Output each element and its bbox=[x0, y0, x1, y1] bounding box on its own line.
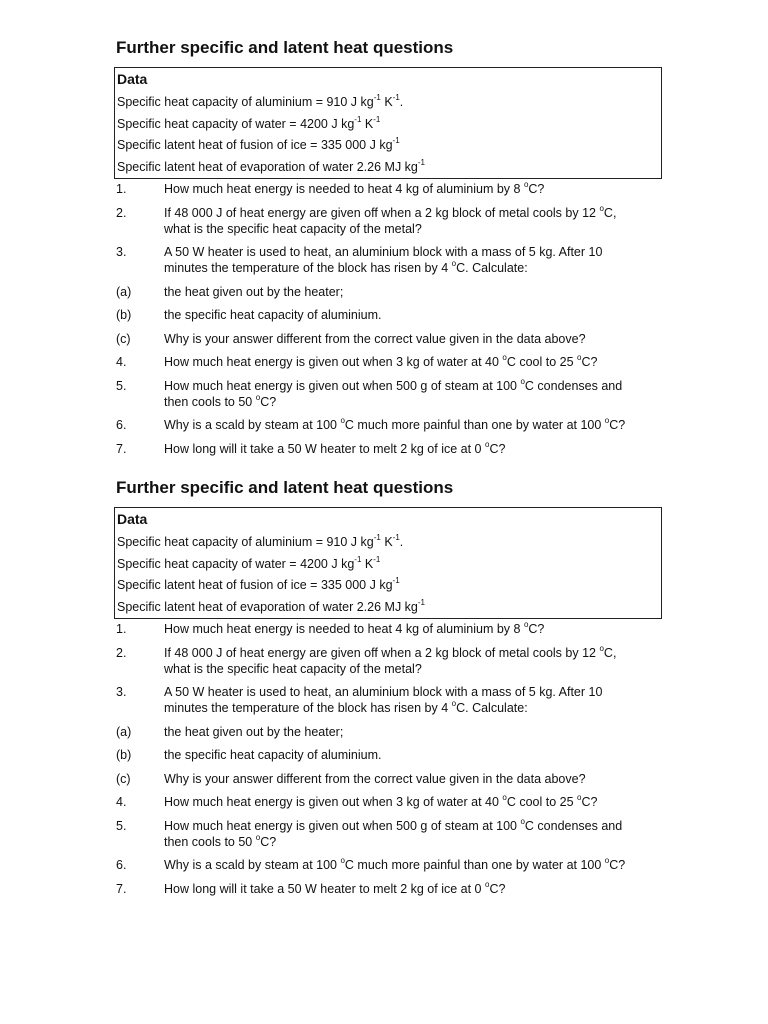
question-item bbox=[114, 724, 662, 740]
question-text: Why is your answer different from the correct value given in the data above? bbox=[164, 331, 586, 346]
question-number: (b) bbox=[116, 308, 132, 322]
question-number: 3. bbox=[116, 685, 127, 699]
question-text: How much heat energy is given out when 500 g of steam at 100 $^o$C condenses and then cools to 50 $^o$C? bbox=[164, 376, 623, 409]
question-text: A 50 W heater is used to heat, an aluminium block with a mass of 5 kg. After 10 minutes the temperature of the block has risen by 4 $^o$C. Calculate: bbox=[164, 245, 603, 275]
question-number: 2. bbox=[116, 645, 127, 660]
question-text: How much heat energy is needed to heat 4 kg of aluminium by 8 $^o$C? bbox=[164, 620, 545, 636]
data-line: Specific heat capacity of water = 4200 J $kg^{-1}$ $K^{-1}$ bbox=[117, 114, 381, 131]
question-item bbox=[114, 331, 662, 347]
question-item bbox=[114, 244, 662, 276]
question-number: (c) bbox=[116, 331, 131, 346]
question-text: Why is your answer different from the correct value given in the data above? bbox=[164, 771, 586, 786]
question-number: 4. bbox=[116, 355, 127, 369]
question-item bbox=[114, 354, 662, 370]
data-box bbox=[114, 67, 662, 179]
question-item bbox=[114, 205, 662, 237]
question-number: 7. bbox=[116, 881, 127, 896]
question-text: the specific heat capacity of aluminium. bbox=[164, 748, 382, 762]
worksheet-title: Further specific and latent heat questions bbox=[116, 38, 454, 57]
question-item bbox=[114, 621, 662, 637]
data-line: Specific latent heat of fusion of ice = 335 000 J $kg^{-1}$ bbox=[117, 136, 400, 152]
question-item bbox=[114, 771, 662, 787]
data-line: Specific latent heat of fusion of ice = 335 000 J $kg^{-1}$ bbox=[117, 576, 400, 592]
question-text: How long will it take a 50 W heater to melt 2 kg of ice at 0 $^o$C? bbox=[164, 879, 506, 896]
data-line: Specific latent heat of evaporation of water 2.26 MJ $kg^{-1}$ bbox=[117, 597, 425, 614]
question-number: 7. bbox=[116, 441, 127, 456]
question-number: (a) bbox=[116, 284, 132, 299]
question-item bbox=[114, 881, 662, 897]
question-item bbox=[114, 747, 662, 763]
question-number: (c) bbox=[116, 771, 131, 786]
question-number: 5. bbox=[116, 378, 127, 393]
question-number: 6. bbox=[116, 858, 127, 872]
question-text: How much heat energy is given out when 500 g of steam at 100 $^o$C condenses and then cools to 50 $^o$C? bbox=[164, 816, 623, 849]
question-text: How much heat energy is given out when 3 kg of water at 40 $^o$C cool to 25 $^o$C? bbox=[164, 353, 598, 369]
question-text: the heat given out by the heater; bbox=[164, 284, 344, 299]
question-item bbox=[114, 378, 662, 410]
data-heading: Data bbox=[117, 511, 148, 527]
question-text: If 48 000 J of heat energy are given off when a 2 kg block of metal cools by 12 $^o$C, what is the specific heat capacity of the metal? bbox=[164, 203, 617, 236]
question-text: How much heat energy is needed to heat 4 kg of aluminium by 8 $^o$C? bbox=[164, 180, 545, 196]
question-text: If 48 000 J of heat energy are given off when a 2 kg block of metal cools by 12 $^o$C, what is the specific heat capacity of the metal? bbox=[164, 643, 617, 676]
question-text: Why is a scald by steam at 100 $^o$C much more painful than one by water at 100 $^o$C? bbox=[164, 856, 626, 872]
question-item bbox=[114, 417, 662, 433]
question-item bbox=[114, 181, 662, 197]
question-text: A 50 W heater is used to heat, an aluminium block with a mass of 5 kg. After 10 minutes the temperature of the block has risen by 4 $^o$C. Calculate: bbox=[164, 685, 603, 715]
question-item bbox=[114, 441, 662, 457]
question-item bbox=[114, 818, 662, 850]
question-text: the heat given out by the heater; bbox=[164, 724, 344, 739]
data-line: Specific heat capacity of aluminium = 910 J $kg^{-1}$ $K^{-1}$. bbox=[117, 93, 404, 109]
question-item bbox=[114, 645, 662, 677]
question-number: 1. bbox=[116, 182, 127, 196]
data-line: Specific latent heat of evaporation of water 2.26 MJ $kg^{-1}$ bbox=[117, 157, 425, 174]
data-line: Specific heat capacity of aluminium = 910 J $kg^{-1}$ $K^{-1}$. bbox=[117, 533, 404, 549]
data-heading: Data bbox=[117, 71, 148, 87]
worksheet-2 bbox=[114, 477, 662, 904]
worksheet-1 bbox=[114, 37, 662, 464]
question-item bbox=[114, 857, 662, 873]
question-item bbox=[114, 307, 662, 323]
question-number: 4. bbox=[116, 795, 127, 809]
question-text: How much heat energy is given out when 3 kg of water at 40 $^o$C cool to 25 $^o$C? bbox=[164, 793, 598, 809]
question-text: How long will it take a 50 W heater to melt 2 kg of ice at 0 $^o$C? bbox=[164, 439, 506, 456]
question-item bbox=[114, 284, 662, 300]
question-list bbox=[114, 181, 662, 457]
question-list bbox=[114, 621, 662, 897]
question-text: Why is a scald by steam at 100 $^o$C much more painful than one by water at 100 $^o$C? bbox=[164, 416, 626, 432]
question-number: 1. bbox=[116, 622, 127, 636]
question-text: the specific heat capacity of aluminium. bbox=[164, 308, 382, 322]
question-number: 2. bbox=[116, 205, 127, 220]
data-box bbox=[114, 507, 662, 619]
data-line: Specific heat capacity of water = 4200 J $kg^{-1}$ $K^{-1}$ bbox=[117, 554, 381, 571]
question-number: 3. bbox=[116, 245, 127, 259]
question-number: 5. bbox=[116, 818, 127, 833]
question-item bbox=[114, 794, 662, 810]
worksheet-title: Further specific and latent heat questions bbox=[116, 478, 454, 497]
question-number: (a) bbox=[116, 724, 132, 739]
question-item bbox=[114, 684, 662, 716]
question-number: (b) bbox=[116, 748, 132, 762]
question-number: 6. bbox=[116, 418, 127, 432]
